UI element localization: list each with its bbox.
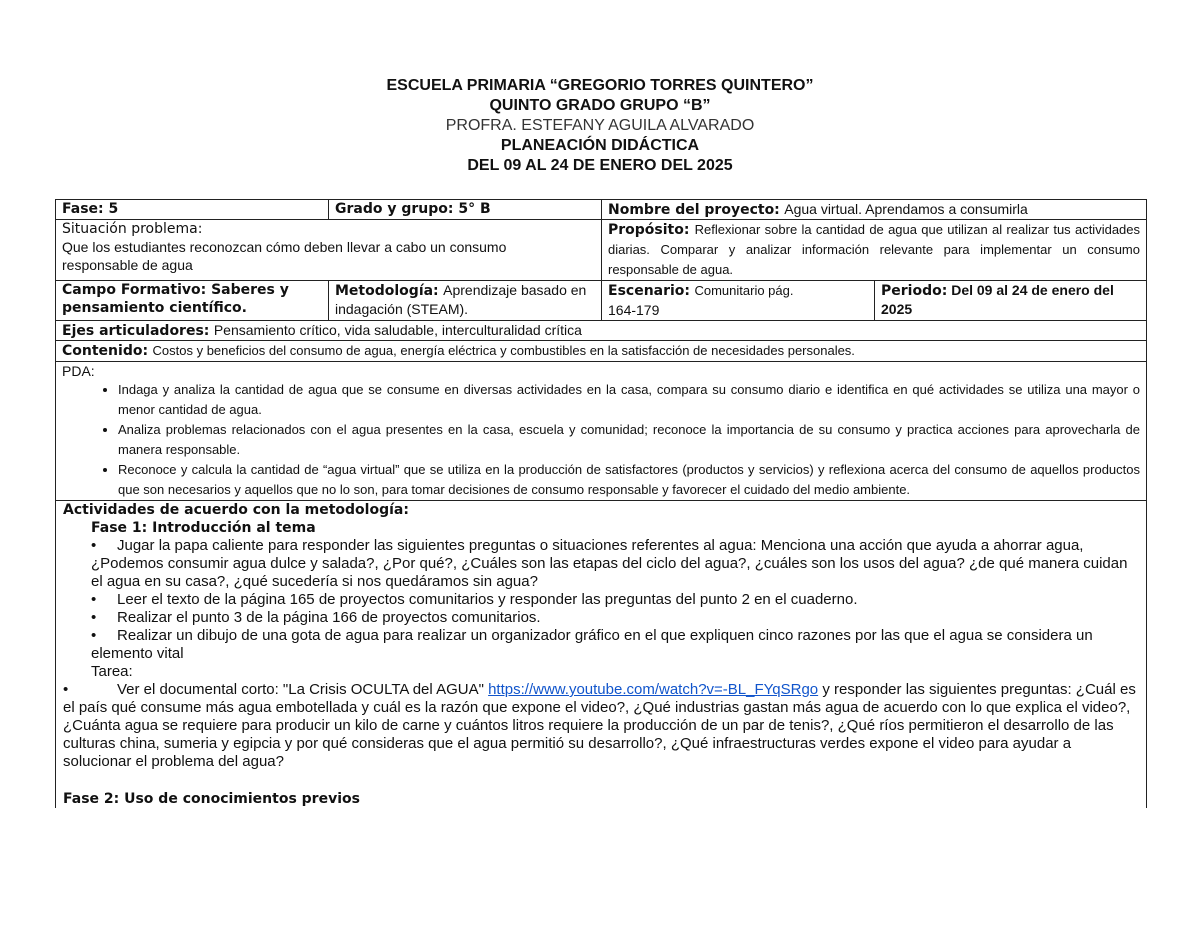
tarea-text-before: Ver el documental corto: "La Crisis OCULTA del AGUA" [117,681,484,698]
cell-contenido [56,341,1147,362]
pda-label: PDA: [62,363,95,379]
activity-text: Realizar un dibujo de una gota de agua para realizar un organizador gráfico en el que expliquen cinco razones por las que el agua se considera un elemento vital [91,627,1093,662]
school-name: ESCUELA PRIMARIA “GREGORIO TORRES QUINTERO” [386,77,814,94]
metodologia-label: Metodología: [335,283,439,299]
cell-fase [56,200,329,220]
bullet: • [91,591,97,608]
tarea-text-after: y responder las siguientes preguntas: ¿Cuál es el país qué consume más agua embotellada y cuál es la razón que expone el video?, ¿Qué industrias gastan más agua de acuerdo con lo que explica el video?, ¿Cuánta agua se requiere para producir un kilo de carne y cuántos litros requiere la producción de un par de tenis?, ¿Qué ríos permitieron el desarrollo de las culturas china, sumeria y egipcia y por qué consideras que el agua permitió su desarrollo?, ¿Qué infraestructuras verdes expone el video para ayudar a solucionar el problema del agua? [63,681,1136,770]
row-activities [56,501,1147,809]
cell-ejes [56,321,1147,341]
pda-list [62,380,1140,500]
activity-text: Leer el texto de la página 165 de proyectos comunitarios y responder las preguntas del punto 2 en el cuaderno. [117,591,858,608]
phase-2-title: Fase 2: Uso de conocimientos previos [63,791,360,807]
escenario-pages: 164-179 [608,302,660,318]
pda-item: • Indaga y analiza la cantidad de agua que se consume en diversas actividades en la casa, compara su consumo diario e identifica en qué actividades se utiliza una mayor o menor cantidad de agua. [118,380,1140,420]
activity-item [63,537,1140,591]
metodologia-value: Aprendizaje basado en indagación (STEAM). [335,282,587,317]
cell-escenario [602,281,875,321]
cell-situacion [56,220,602,281]
tarea-label: Tarea: [91,663,133,680]
contenido-value: Costos y beneficios del consumo de agua, energía eléctrica y combustibles en la satisfacción de necesidades personales. [152,343,855,358]
youtube-link[interactable]: https://www.youtube.com/watch?v=-BL_FYqSRgo [488,681,819,698]
escenario-value: Comunitario pág. [694,283,794,298]
row-pda [56,362,1147,501]
cell-metodologia [329,281,602,321]
periodo-value: Del 09 al 24 de enero del 2025 [881,282,1114,317]
row-phase [56,200,1147,220]
row-contenido [56,341,1147,362]
pda-item: • Analiza problemas relacionados con el agua presentes en la casa, escuela y comunidad; reconoce la importancia de su consumo y practica acciones para aprovecharla de manera responsable. [118,420,1140,460]
teacher-name: PROFRA. ESTEFANY AGUILA ALVARADO [445,117,755,134]
phase-1-title: Fase 1: Introducción al tema [91,520,316,536]
campo-label: Campo Formativo: Saberes y pensamiento científico. [62,282,289,316]
activity-item [63,591,1140,609]
cell-proposito [602,220,1147,281]
planning-table [55,199,1147,808]
tarea-item [63,681,1140,771]
grado-label: Grado y grupo: 5° B [335,201,491,217]
activities-title: Actividades de acuerdo con la metodología: [63,502,409,518]
contenido-label: Contenido: [62,343,149,359]
bullet: • [91,609,97,626]
situacion-label: Situación problema: [62,221,203,237]
proposito-label: Propósito: [608,222,690,238]
pda-item: • Reconoce y calcula la cantidad de “agua virtual” que se utiliza en la producción de satisfactores (productos y servicios) y reflexiona acerca del consumo de aquellos productos que son necesarios y aquellos que no lo son, para tomar decisiones de consumo responsable y favorecer el cuidado del medio ambiente. [118,460,1140,500]
row-campo [56,281,1147,321]
cell-pda [56,362,1147,501]
cell-periodo [875,281,1147,321]
bullet: • [91,537,97,554]
cell-campo [56,281,329,321]
activity-item [63,609,1140,627]
proposito-value: Reflexionar sobre la cantidad de agua que utilizan al realizar tus actividades diarias. Comparar y analizar información relevante para implementar un consumo responsable de agua. [608,222,1141,277]
proyecto-label: Nombre del proyecto: [608,202,780,218]
bullet: • [63,681,69,698]
proyecto-value: Agua virtual. Aprendamos a consumirla [784,201,1028,217]
row-situacion [56,220,1147,281]
cell-activities [56,501,1147,809]
activity-text: Jugar la papa caliente para responder las siguientes preguntas o situaciones referentes al agua: Menciona una acción que ayuda a ahorrar agua, ¿Podemos consumir agua dulce y salada?, ¿Por qué?, ¿Cuáles son las etapas del ciclo del agua?, ¿cuáles son los usos del agua? ¿de qué manera cuidan el agua en su casa?, ¿qué sucedería si nos quedáramos sin agua? [91,537,1128,590]
document-title: PLANEACIÓN DIDÁCTICA [500,137,700,154]
date-range: DEL 09 AL 24 DE ENERO DEL 2025 [467,157,733,174]
ejes-value: Pensamiento crítico, vida saludable, interculturalidad crítica [213,322,582,338]
row-ejes [56,321,1147,341]
fase-label: Fase: 5 [62,201,119,217]
cell-grado [329,200,602,220]
activity-text: Realizar el punto 3 de la página 166 de proyectos comunitarios. [117,609,541,626]
bullet: • [91,627,97,644]
situacion-value: Que los estudiantes reconozcan cómo deben llevar a cabo un consumo responsable de agua [62,239,507,273]
ejes-label: Ejes articuladores: [62,323,210,339]
cell-proyecto [602,200,1147,220]
periodo-label: Periodo: [881,283,948,299]
document-header [0,76,1200,176]
grade-group: QUINTO GRADO GRUPO “B” [489,97,711,114]
activity-item [63,627,1140,663]
escenario-label: Escenario: [608,283,691,299]
